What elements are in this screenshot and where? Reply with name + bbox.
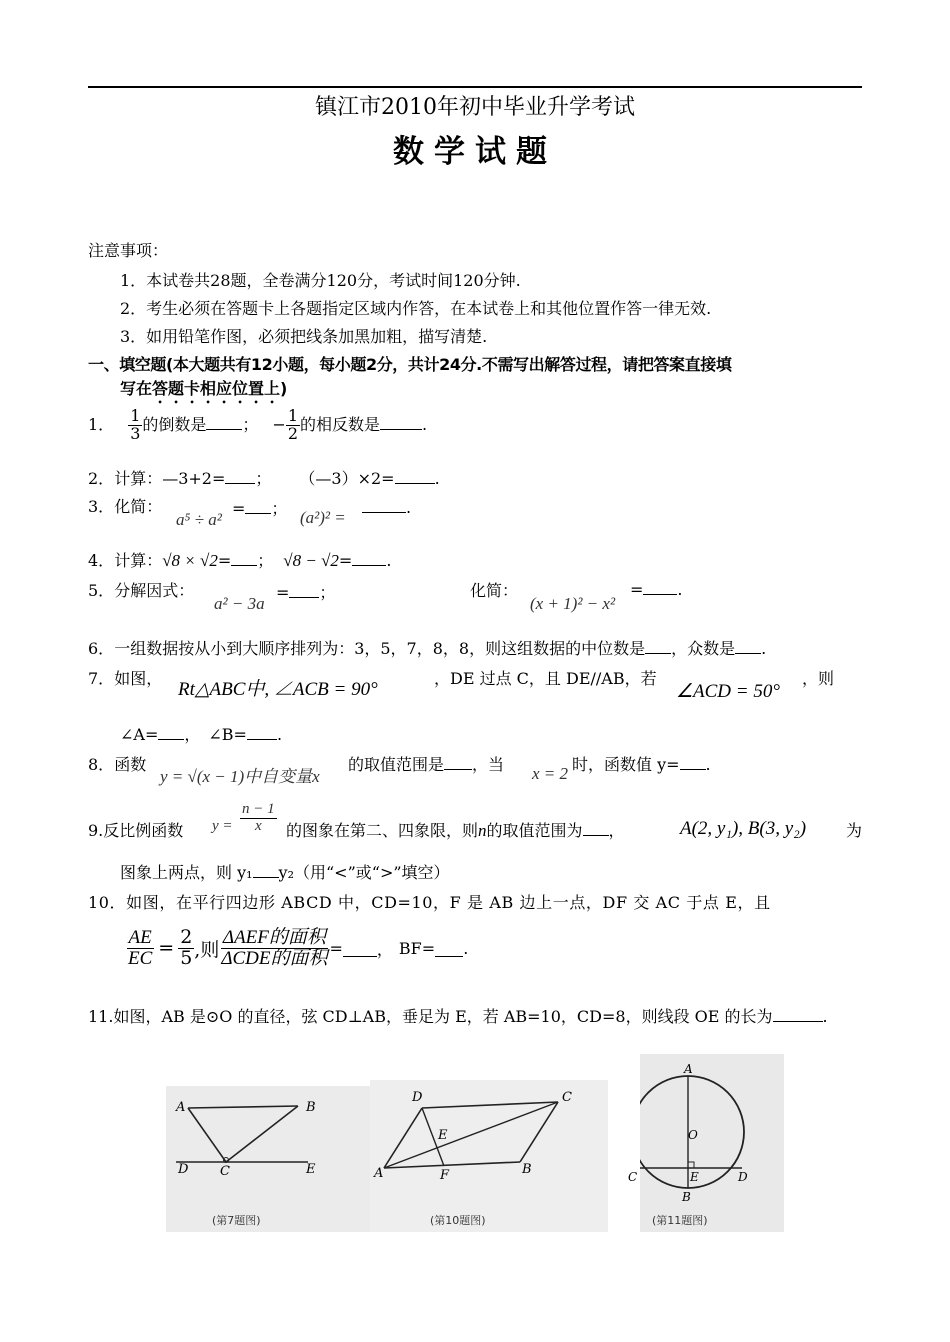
label-d: D: [178, 1162, 189, 1177]
top-rule: [88, 86, 862, 88]
answer-blank[interactable]: [680, 755, 706, 770]
label-e: E: [438, 1128, 448, 1143]
figure-7: [166, 1086, 402, 1232]
label-c: C: [628, 1170, 638, 1184]
label-d: D: [412, 1090, 423, 1105]
answer-blank[interactable]: [158, 725, 184, 740]
question-9: 9.反比例函数: [88, 821, 184, 840]
q9-y-eq: y =: [212, 818, 233, 834]
segment-bc: [226, 1106, 298, 1162]
q5-answer-2: = .: [630, 580, 683, 599]
q3-expr1: a⁵ ÷ a²: [176, 510, 222, 529]
figure-11-caption: (第11题图): [652, 1214, 708, 1227]
q3-expr2: (a²)² =: [300, 508, 346, 527]
answer-blank[interactable]: [352, 551, 386, 566]
figure-10-caption: (第10题图): [430, 1214, 486, 1227]
label-a: A: [374, 1166, 384, 1181]
label-d: D: [738, 1170, 748, 1184]
answer-blank[interactable]: [289, 583, 319, 598]
q7-text3: ，则: [802, 669, 835, 688]
q7-text2: ，DE 过点 C，且 DE//AB，若: [434, 669, 657, 688]
answer-blank[interactable]: [444, 755, 472, 770]
segment-da: [384, 1108, 422, 1168]
figure-7-caption: (第7题图): [212, 1214, 261, 1227]
fraction-1-3: $\frac{1}{3}$: [130, 406, 141, 443]
q9-text4: 为: [846, 821, 863, 840]
answer-blank[interactable]: [343, 940, 377, 957]
notice-item-3: 3．如用铅笔作图，必须把线条加黑加粗，描写清楚.: [120, 327, 488, 346]
question-11: 11.如图，AB 是⊙O 的直径，弦 CD⊥AB，垂足为 E，若 AB=10，CD=8，则线段 OE 的长为 .: [88, 1007, 828, 1026]
label-c: C: [562, 1090, 572, 1105]
q4-expr1: √8 × √2: [162, 551, 218, 570]
question-8: 8．函数: [88, 755, 147, 774]
answer-blank[interactable]: [395, 469, 435, 484]
question-7-line2: ∠A= ， ∠B= .: [120, 725, 283, 744]
segment-dc: [422, 1102, 558, 1108]
answer-blank[interactable]: [206, 415, 242, 430]
answer-blank[interactable]: [643, 580, 677, 595]
segment-ac: [188, 1108, 226, 1162]
question-7: 7．如图，: [88, 669, 163, 688]
q9-expr: A(2, y₁), B(3, y₂): [680, 818, 807, 839]
q8-expr2: x = 2: [532, 764, 569, 783]
label-c: C: [220, 1164, 230, 1179]
label-f: F: [440, 1168, 450, 1183]
answer-blank[interactable]: [435, 940, 463, 957]
label-b: B: [682, 1190, 691, 1204]
answer-blank[interactable]: [645, 639, 671, 654]
q8-text4: 时，函数值 y= .: [572, 755, 711, 774]
answer-blank[interactable]: [245, 499, 271, 514]
school-line: 镇江市2010年初中毕业升学考试: [315, 95, 635, 120]
answer-blank[interactable]: [225, 469, 255, 484]
question-10-line2: $\frac{AE}{EC}$ = $\frac{2}{5}$ ,则 $\frac{\text{ΔAEF的面积}}{\text{ΔCDE的面积}}$ = ， BF= .: [128, 926, 469, 969]
page-title: 数学试题: [393, 134, 557, 170]
answer-blank[interactable]: [773, 1007, 823, 1022]
q5-expr2: (x + 1)² − x²: [530, 594, 616, 613]
q9-text2: 的图象在第二、四象限，则n的取值范围为 ，: [286, 821, 625, 840]
section1-line2: 写在答题卡相应位置上): [120, 379, 288, 398]
answer-blank[interactable]: [583, 821, 609, 836]
figure-11: [628, 1054, 784, 1232]
q5-expr1: a² − 3a: [214, 594, 265, 613]
segment-ab: [384, 1162, 520, 1168]
figure-7-diagram: [166, 1086, 402, 1232]
answer-blank[interactable]: [253, 863, 279, 878]
q8-expr1: y = √(x − 1)中自变量x: [160, 767, 320, 786]
question-5: 5．分解因式：: [88, 581, 195, 600]
q4-expr2: √8 − √2: [283, 551, 339, 570]
label-e: E: [690, 1170, 699, 1184]
notice-item-1: 1．本试卷共28题，全卷满分120分，考试时间120分钟.: [120, 271, 521, 290]
section1-line1: 一、填空题(本大题共有12小题，每小题2分，共计24分.不需写出解答过程，请把答案直接填: [88, 355, 732, 374]
question-10: 10．如图，在平行四边形 ABCD 中，CD=10，F 是 AB 边上一点，DF 交 AC 于点 E，且: [88, 893, 771, 912]
question-1: 1． $\frac{1}{3}$ 的倒数是 ； − $\frac{1}{2}$ 的相反数是 .: [88, 406, 428, 443]
question-3: 3．化简：: [88, 497, 163, 516]
answer-blank[interactable]: [231, 551, 257, 566]
diagonal-ac: [384, 1102, 558, 1168]
q7-expr2: ∠ACD = 50°: [676, 681, 780, 702]
q8-text2: 的取值范围是 ，当: [348, 755, 505, 774]
emphasis-text: 答题卡相应位置上: [152, 379, 281, 398]
answer-blank[interactable]: [362, 498, 406, 513]
answer-blank[interactable]: [247, 725, 277, 740]
question-2: 2．计算：—3+2= ； （—3）×2= .: [88, 469, 440, 488]
label-a: A: [176, 1100, 186, 1115]
notice-item-2: 2．考生必须在答题卡上各题指定区域内作答，在本试卷上和其他位置作答一律无效.: [120, 299, 712, 318]
figure-11-diagram: [640, 1054, 784, 1232]
notice-heading: 注意事项：: [88, 241, 169, 260]
label-b: B: [306, 1100, 316, 1115]
label-e: E: [306, 1162, 316, 1177]
q9-fraction: $\frac{n - 1}{x}$: [242, 801, 275, 834]
question-4: 4．计算：√8 × √2= ； √8 − √2= .: [88, 551, 392, 570]
question-6: 6．一组数据按从小到大顺序排列为：3，5，7，8，8，则这组数据的中位数是 ，众数是 .: [88, 639, 767, 658]
q5-label2: 化简：: [470, 581, 519, 600]
label-a: A: [684, 1062, 693, 1076]
q3-answer-1: = ；: [232, 499, 288, 518]
segment-cb: [520, 1102, 558, 1162]
label-b: B: [522, 1162, 532, 1177]
segment-ab: [188, 1106, 298, 1108]
q3-answer-2: .: [362, 498, 411, 517]
q5-answer-1: = ；: [276, 583, 336, 602]
fraction-1-2: $\frac{1}{2}$: [287, 406, 298, 443]
question-9-line2: 图象上两点，则 y₁ y₂（用“<”或“>”填空）: [120, 863, 450, 882]
answer-blank[interactable]: [735, 639, 761, 654]
right-angle-mark: [688, 1162, 694, 1168]
answer-blank[interactable]: [380, 415, 422, 430]
q7-expr1: Rt△ABC中, ∠ACB = 90°: [178, 679, 378, 700]
figure-10: [370, 1080, 608, 1232]
label-o: O: [688, 1128, 698, 1142]
figure-10-diagram: [370, 1080, 608, 1232]
